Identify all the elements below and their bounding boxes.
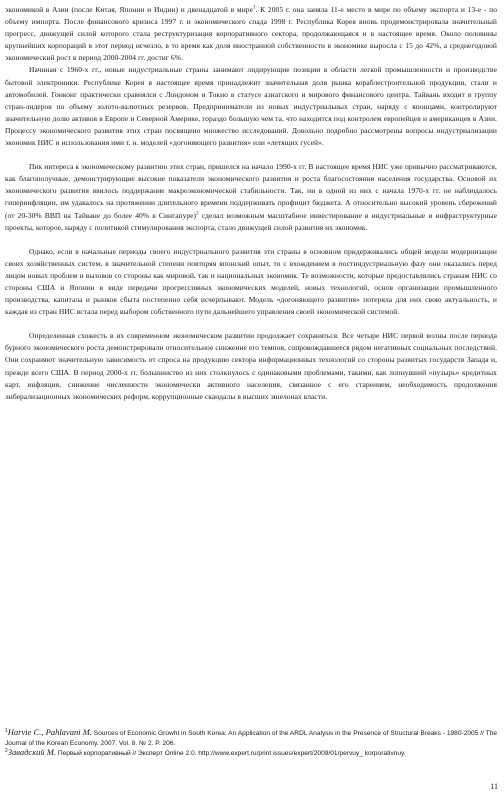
paragraph-text: Определенная схожесть в их современном экономическом развитии продолжает сохраняться. Все четыре НИС первой волны после периода бурного экономического роста демонстрировали относительное снижение его темпов, сопровождавшееся рядом негативных социальных последствий. Они сохраняют значительную зависимость от спроса на продукцию сектора информационных технологий со стороны развитых государств Запада и, прежде всего США. В период 2000-х гг. большинство из них столкнулось с одинаковыми проблемами, такими, как лопнувший «пузырь» кредитных карт, инфляция, снижение численности экономически активного населения, связанное с его старением, необходимость продолжения либерализационных экономических реформ, коррупционные скандалы в высших эшелонах власти. — [5, 331, 497, 401]
paragraph-2 — [5, 64, 497, 149]
page-number: 11 — [490, 782, 498, 791]
footnotes — [5, 728, 497, 759]
paragraph-5 — [5, 330, 497, 403]
footnote-2 — [5, 748, 497, 759]
footnote-number: 2 — [5, 748, 8, 754]
paragraph-gap — [5, 318, 497, 330]
paragraph-1 — [5, 4, 497, 64]
paragraph-text: экономикой в Азии (после Китая, Японии и Индии) и двенадцатой в мире — [5, 5, 253, 14]
footnote-author: Завадский М. — [7, 747, 57, 758]
footnote-text: Sources of Economic Growht in South Korea: An Application of the ARDL Analysis in the Presence of Structural Breaks - 1980-2005 // The Journal of the Korean Economy. 2007. Vol. 8. № 2. P. 206. — [5, 730, 497, 747]
page-body — [5, 4, 497, 403]
paragraph-gap — [5, 234, 497, 246]
footnote-1 — [5, 728, 497, 748]
footnote-author: Harvie C., Pahlavani M. — [7, 727, 92, 737]
paragraph-text-tail: сделал возможным масштабное инвестирование в индустриальные и инфраструктурные проекты, которое, наряду с политикой стимулирования экспорта, стало движущей силой развития их экономик. — [5, 210, 497, 232]
footnote-ref-1[interactable]: 1 — [252, 5, 256, 11]
paragraph-gap — [5, 149, 497, 161]
footnote-number: 1 — [5, 727, 8, 734]
footnote-ref-2[interactable]: 2 — [196, 211, 199, 216]
paragraph-text: Однако, если в начальные периоды своего индустриального развития эти страны в основном придерживались общей модели модернизации своих хозяйственных систем, в значительной степени повторяя японский опыт, то с вхождением в постиндустриальную фазу они оказались перед лицом новых проблем и вызовов со стороны как мировой, так и национальных экономик. Те возможности, которые предоставлялись странам НИС со стороны США и Японии в виде передачи прогрессивных экономических моделей, новых технологий, основ организации промышленного производства, капитала и рынков сбыта постепенно себя исчерпывают. Модель «догоняющего развития» потеряла для них свою актуальность, и каждая из стран НИС встала перед выбором собственного пути дальнейшего управления своей экономической системой. — [5, 246, 497, 317]
paragraph-3 — [5, 161, 497, 234]
paragraph-text: Пик интереса к экономическому развитию этих стран, пришелся на начало 1990-х гг. В настоящее время НИС уже привычно рассматриваются, как благополучные, демонстрирующие высокие показатели экономического развития и роста благосостояния населения государства. Основой их экономического развития явилось поддержание макроэкономической стабильности. Так, ни в одной из них с начала 1970-х гг. не наблюдалось гиперинфляции, им удавалось на протяжении длительного времени поддерживать профицит бюджета. А относительно высокий уровень сбережений (от 20-30% ВВП на Тайване до более 40% в Сингапуре) — [5, 162, 497, 220]
paragraph-text: Начиная с 1960-х гг., новые индустриальные страны занимают лидирующие позиции в области легкой промышленности и производстве бытовой электроники. Республике Корея в настоящее время принадлежит значительная доля рынка кораблестроительной продукции, стали и автомобилей. Гонконг практически сравнялся с Лондоном и Токио в статусе азиатского и мирового финансового центра. Тайвань входит в группу стран-лидеров по объему золото-валютных резервов. Предприниматели из новых индустриальных стран, наряду с японцами, контролируют значительную долю активов в Европе и Северной Америке, гораздо большую чем та, что находится под контролем европейцев и американцев в Азии. Процессу экономического развития этих стран посвящено множество исследований. Довольно подробно рассмотрены вопросы индустриализации экономик НИС и использования ими т. н. моделей «догоняющего развития» или «летящих гусей». — [5, 65, 497, 148]
paragraph-4 — [5, 246, 497, 319]
paragraph-text-tail: . К 2005 г. она заняла 11-е место в мире по объему экспорта и 13-е - по объему импорта. После финансового кризиса 1997 г. и экономического спада 1998 г. Республика Корея вновь продемонстрировала значительный прогресс, движущей силой которого стала реструктуризация корпоративного сектора, продолжающаяся и в настоящее время. Около половины крупнейших корпораций в этот период исчезло, в то время как доля иностранной собственности в экономике выросла с 15 до 42%, а среднегодовой экономический рост в период 2000-2004 гг. достиг 6%. — [5, 5, 497, 63]
footnote-text: Первый корпоративный // Эксперт Online 2.0. http://www.expert.ru/print issues/expert/2009/01/pervuy_ korporativnuy. — [56, 750, 406, 758]
